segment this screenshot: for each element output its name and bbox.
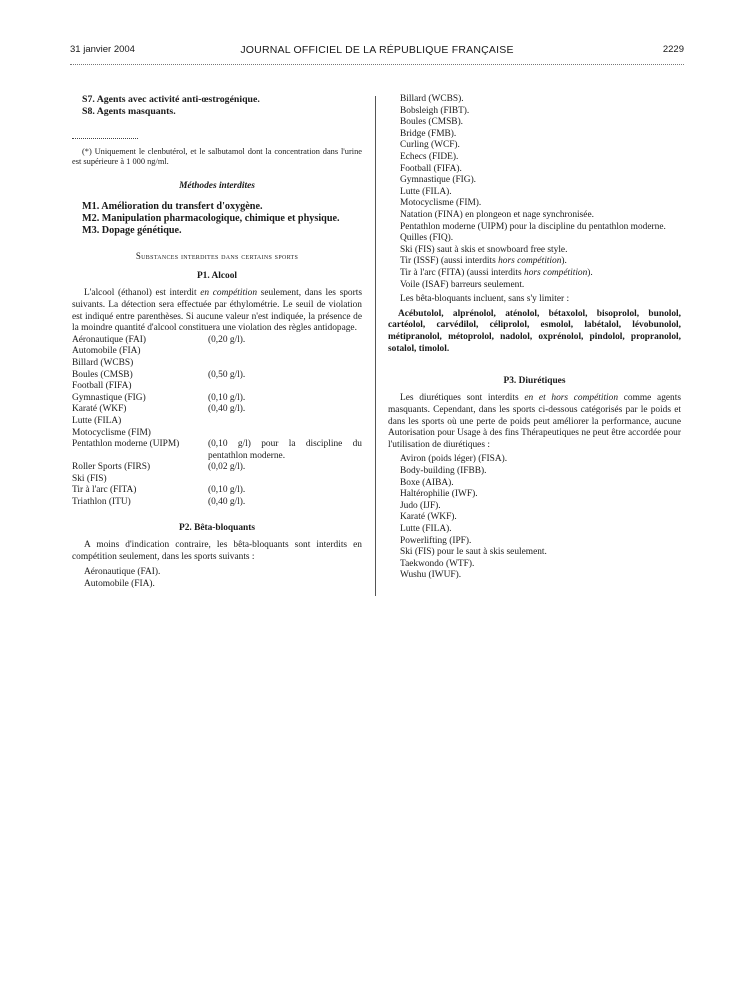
table-row [72,497,362,509]
sport-value [208,358,362,370]
sport-value: (0,10 g/l) pour la discipline du pentathlon moderne. [208,439,362,461]
table-row [72,370,362,382]
sport-name: Karaté (WKF) [72,404,127,415]
table-row [72,346,362,358]
list-item: Curling (WCF). [400,140,460,151]
sport-value [208,416,362,428]
tir-fita-text-a: Tir à l'arc (FITA) (aussi interdits [400,267,525,278]
list-item: Powerlifting (IPF). [400,535,472,546]
column-divider [375,96,376,596]
sport-value [208,474,362,486]
left-column [72,94,362,591]
table-row [72,381,362,393]
sport-name: Boules (CMSB) [72,369,133,380]
footnote-rule [72,138,138,139]
section-p3-title: P3. Diurétiques [503,375,566,386]
right-column [388,94,681,582]
sport-name: Pentathlon moderne (UIPM) [72,439,180,450]
tir-fita-italic: hors compétition [524,267,588,278]
table-row [72,428,362,440]
list-item: Wushu (IWUF). [400,570,462,581]
tir-issf-text-a: Tir (ISSF) (aussi interdits [400,256,499,267]
p1-paragraph [72,288,362,334]
p1-text-b: seulement, dans les sports suivants. La détection sera effectuée par éthylométrie. Le seuil de violation est indiqué entre parenthèses. Si aucune valeur n'est indiquée, la présence de la moindre quantité d'alcool constituera une violation des règles antidopage. [72,288,362,334]
section-m3: M3. Dopage génétique. [82,225,182,236]
sport-name: Aéronautique (FAI) [72,334,147,345]
list-item: Haltérophilie (IWF). [400,489,478,500]
list-item-tir-issf [388,256,681,268]
header-journal-title: JOURNAL OFFICIEL DE LA RÉPUBLIQUE FRANÇAISE [240,44,514,56]
table-row [72,439,362,462]
sport-value [208,346,362,358]
sport-name: Gymnastique (FIG) [72,392,146,403]
tir-fita-text-b: ). [587,267,593,278]
table-row [72,462,362,474]
list-item: Boules (CMSB). [400,117,464,128]
section-m1: M1. Amélioration du transfert d'oxygène. [82,200,263,212]
list-item: Ski (FIS) saut à skis et snowboard free style. [400,244,568,255]
header-page-number: 2229 [662,44,684,55]
list-item: Voile (ISAF) barreurs seulement. [400,279,525,290]
sport-value: (0,20 g/l). [208,334,246,345]
list-item: Gymnastique (FIG). [400,175,477,186]
p1-sports-table [72,335,362,509]
tir-issf-text-b: ). [561,256,567,267]
list-item: Lutte (FILA). [400,524,452,534]
p1-text-a: L'alcool (éthanol) est interdit [84,288,201,299]
beta-intro: Les bêta-bloquants incluent, sans s'y limiter : [400,294,570,305]
list-item: Taekwondo (WTF). [400,558,475,569]
footnote: (*) Uniquement le clenbutérol, et le salbutamol dont la concentration dans l'urine est supérieure à 1 000 ng/ml. [72,147,362,166]
sport-value [208,381,362,393]
sport-value [208,428,362,440]
sport-name: Billard (WCBS) [72,357,134,368]
sport-name: Ski (FIS) [72,473,107,484]
list-item: Football (FIFA). [400,163,462,174]
list-item: Pentathlon moderne (UIPM) pour la discipline du pentathlon moderne. [400,221,666,232]
section-m2: M2. Manipulation pharmacologique, chimique et physique. [82,212,340,224]
p3-text-a: Les diurétiques sont interdits [400,393,525,404]
p2-sports-list-continued [388,94,681,291]
p2-paragraph: A moins d'indication contraire, les bêta-bloquants sont interdits en compétition seulement, dans les sports suivants : [72,540,362,562]
p3-paragraph [388,393,681,451]
sport-value: (0,50 g/l). [208,369,246,380]
methodes-title: Méthodes interdites [179,181,255,191]
list-item: Aviron (poids léger) (FISA). [400,454,508,465]
sport-value: (0,40 g/l). [208,404,246,415]
sport-name: Lutte (FILA) [72,415,122,426]
section-s8: S8. Agents masquants. [82,106,176,117]
list-item: Motocyclisme (FIM). [400,198,482,209]
list-item: Billard (WCBS). [400,94,464,104]
list-item: Ski (FIS) pour le saut à skis seulement. [400,547,547,558]
list-item: Body-building (IFBB). [400,466,487,477]
header-date: 31 janvier 2004 [70,44,135,55]
table-row [72,335,362,347]
section-s7: S7. Agents avec activité anti-œstrogénique. [82,94,260,105]
list-item-tir-fita [388,268,681,280]
header-rule [70,64,684,65]
sport-name: Automobile (FIA) [72,346,141,357]
list-item: Automobile (FIA). [84,579,155,590]
sport-name: Roller Sports (FIRS) [72,462,151,473]
list-item: Bridge (FMB). [400,128,457,139]
sport-name: Football (FIFA) [72,381,132,392]
p3-text-b: comme agents masquants. Cependant, dans les sports ci-dessous catégorisés par le poids et dans les sports où une perte de poids peut améliorer la performance, aucune Autorisation pour Usage à des fins Thérapeutiques ne peut être accordée pour l'utilisation de diurétiques : [388,393,682,450]
table-row [72,358,362,370]
p3-text-italic: en et hors compétition [524,393,619,404]
list-item: Aéronautique (FAI). [84,567,161,578]
table-row [72,474,362,486]
list-item: Quilles (FIQ). [400,233,454,244]
list-item: Bobsleigh (FIBT). [400,105,470,116]
page-header [70,44,684,60]
section-p2-title: P2. Bêta-bloquants [178,522,256,533]
list-item: Natation (FINA) en plongeon et nage synchronisée. [400,209,594,220]
sport-value: (0,02 g/l). [208,462,246,473]
section-p1-title: P1. Alcool [196,270,238,281]
p1-text-italic: en compétition [200,288,258,299]
p3-sports-list [388,454,681,582]
list-item: Boxe (AIBA). [400,477,454,488]
tir-issf-italic: hors compétition [498,256,562,267]
sport-name: Tir à l'arc (FITA) [72,485,137,496]
list-item: Lutte (FILA). [400,186,452,197]
list-item: Echecs (FIDE). [400,151,459,162]
table-row [72,416,362,428]
list-item: Judo (IJF). [400,500,441,511]
sport-value: (0,40 g/l). [208,497,246,508]
beta-bloquants-list: Acébutolol, alprénolol, aténolol, bétaxolol, bisoprolol, bunolol, cartéolol, carvédilol, céliprolol, esmolol, labétalol, lévobunolol, métipranolol, métoprolol, nadolol, oxprénolol, pindolol, propranolol, sotalol, timolol. [388,308,681,355]
sport-name: Triathlon (ITU) [72,497,131,508]
table-row [72,404,362,416]
substances-title: Substances interdites dans certains sports [135,251,299,262]
sport-value: (0,10 g/l). [208,485,246,496]
table-row [72,485,362,497]
table-row [72,393,362,405]
list-item: Karaté (WKF). [400,512,457,523]
sport-value: (0,10 g/l). [208,392,246,403]
sport-name: Motocyclisme (FIM) [72,427,151,438]
